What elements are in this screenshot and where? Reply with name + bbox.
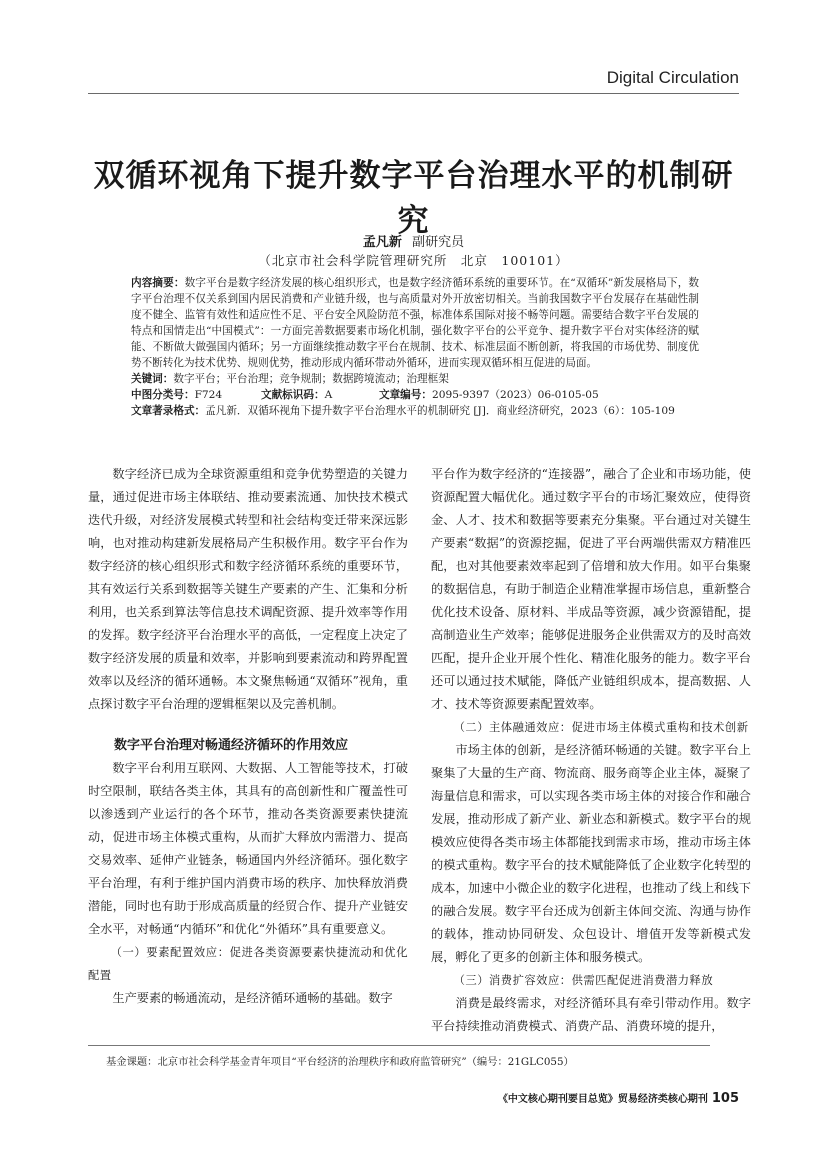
author-affiliation: （北京市社会科学院管理研究所 北京 100101） bbox=[258, 253, 569, 268]
classification-row bbox=[131, 387, 699, 403]
doc-code-value: A bbox=[324, 389, 333, 401]
subsection-paragraph: 生产要素的畅通流动，是经济循环通畅的基础。数字 bbox=[112, 991, 393, 1005]
continued-paragraph: 平台作为数字经济的“连接器”，融合了企业和市场功能，使资源配置大幅优化。通过数字平台的市场汇聚效应，使得资金、人才、技术和数据等要素充分集聚。平台通过对关键生产要素“数据”的资源挖掘，促进了平台两端供需双方精准匹配，也对其他要素效率起到了倍增和放大作用。如平台集聚的数据信息，有助于制造企业精准掌握市场信息，重新整合优化技术设备、原材料、半成品等资源，减少资源错配，提高制造业生产效率；能够促进服务企业供需双方的及时高效匹配，提升企业开展个性化、精准化服务的能力。数字平台还可以通过技术赋能，降低产业链组织成本，提高数据、人才、技术等资源要素配置效率。 bbox=[431, 467, 751, 711]
abstract-block bbox=[131, 275, 699, 419]
clc-label: 中图分类号： bbox=[131, 389, 195, 401]
funding-note: 基金课题：北京市社会科学基金青年项目“平台经济的治理秩序和政府监管研究”（编号：21GLC055） bbox=[106, 1056, 574, 1068]
abstract-text: 数字平台是数字经济发展的核心组织形式，也是数字经济循环系统的重要环节。在“双循环”新发展格局下，数字平台治理不仅关系到国内居民消费和产业链升级，也与高质量对外开放密切相关。当前我国数字平台发展存在基础性制度不健全、监管有效性和适应性不足、平台安全风险防范不强，标准体系国际对接不畅等问题。需要结合数字平台发展的特点和国情走出“中国模式”：一方面完善数据要素市场化机制，强化数字平台的公平竞争、提升数字平台对实体经济的赋能、不断做大做强国内循环；另一方面继续推动数字平台在规制、技术、标准层面不断创新，将我国的市场优势、制度优势不断转化为技术优势、规则优势，推动形成内循环带动外循环，进而实现双循环相互促进的局面。 bbox=[131, 277, 699, 369]
subsection-paragraph: 市场主体的创新，是经济循环畅通的关键。数字平台上聚集了大量的生产商、物流商、服务商等企业主体，凝聚了海量信息和需求，可以实现各类市场主体的对接合作和融合发展，推动形成了新产业、新业态和新模式。数字平台的规模效应使得各类市场主体都能找到需求市场，推动市场主体的模式重构。数字平台的技术赋能降低了企业数字化转型的成本，加速中小微企业的数字化进程，也推动了线上和线下的融合发展。数字平台还成为创新主体间交流、沟通与协作的载体，推动协同研发、众包设计、增值开发等新模式发展，孵化了更多的创新主体和服务模式。 bbox=[431, 743, 751, 964]
intro-paragraph: 数字经济已成为全球资源重组和竞争优势塑造的关键力量，通过促进市场主体联结、推动要素流通、加快技术模式迭代升级，对经济发展模式转型和社会结构变迁带来深远影响，也对推动构建新发展格局产生积极作用。数字平台作为数字经济的核心组织形式和数字经济循环系统的重要环节，其有效运行关系到数据等关键生产要素的产生、汇集和分析利用，也关系到算法等信息技术调配资源、提升效率等作用的发挥。数字经济平台治理水平的高低，一定程度上决定了数字经济发展的质量和效率，并影响到要素流动和跨界配置效率以及经济的循环通畅。本文聚焦畅通“双循环”视角，重点探讨数字平台治理的逻辑框架以及完善机制。 bbox=[88, 467, 408, 711]
page-footer bbox=[498, 1090, 739, 1106]
clc-value: F724 bbox=[194, 389, 223, 401]
header-rule bbox=[88, 93, 739, 94]
author-name: 孟凡新 bbox=[362, 235, 402, 250]
citation-label: 文章著录格式： bbox=[131, 405, 206, 417]
citation bbox=[131, 403, 699, 419]
author-line bbox=[88, 231, 739, 250]
article-title: 双循环视角下提升数字平台治理水平的机制研究 bbox=[93, 158, 734, 239]
footnote-rule bbox=[88, 1045, 710, 1046]
section-heading: 数字平台治理对畅通经济循环的作用效应 bbox=[114, 738, 349, 753]
article-no-value: 2095-9397（2023）06-0105-05 bbox=[431, 389, 599, 401]
citation-text: 孟凡新．双循环视角下提升数字平台治理水平的机制研究 [J]．商业经济研究，2023（6）：105-109 bbox=[205, 405, 675, 417]
subsection-heading: （二）主体融通效应：促进市场主体模式重构和技术创新 bbox=[453, 721, 749, 734]
subsection-paragraph: 消费是最终需求，对经济循环具有牵引带动作用。数字平台持续推动消费模式、消费产品、消费环境的提升， bbox=[431, 996, 751, 1033]
subsection-heading: （一）要素配置效应：促进各类资源要素快捷流动和优化配置 bbox=[88, 946, 408, 982]
journal-note: 《中文核心期刊要目总览》贸易经济类核心期刊 bbox=[497, 1094, 708, 1105]
abstract bbox=[131, 275, 699, 371]
section-paragraph: 数字平台利用互联网、大数据、人工智能等技术，打破时空限制，联结各类主体，其具有的高创新性和广覆盖性可以渗透到产业运行的各个环节，推动各类资源要素快捷流动，促进市场主体模式重构，从而扩大释放内需潜力、提高交易效率、延伸产业链条，畅通国内外经济循环。强化数字平台治理，有利于维护国内消费市场的秩序、加快释放消费潜能，同时也有助于形成高质量的经贸合作、提升产业链安全水平，对畅通“内循环”和优化“外循环”具有重要意义。 bbox=[88, 761, 408, 936]
abstract-label: 内容摘要： bbox=[131, 277, 185, 289]
author-title: 副研究员 bbox=[412, 235, 465, 250]
keywords-text: 数字平台；平台治理；竞争规制；数据跨境流动；治理框架 bbox=[173, 373, 449, 385]
page-number: 105 bbox=[711, 1091, 739, 1106]
article-no-label: 文章编号： bbox=[379, 389, 432, 401]
section-label: Digital Circulation bbox=[606, 68, 739, 87]
doc-code-label: 文献标识码： bbox=[261, 389, 325, 401]
keywords-label: 关键词： bbox=[131, 373, 174, 385]
keywords bbox=[131, 371, 699, 387]
subsection-heading: （三）消费扩容效应：供需匹配促进消费潜力释放 bbox=[453, 974, 714, 987]
left-column bbox=[88, 463, 408, 1010]
right-column bbox=[431, 463, 751, 1038]
